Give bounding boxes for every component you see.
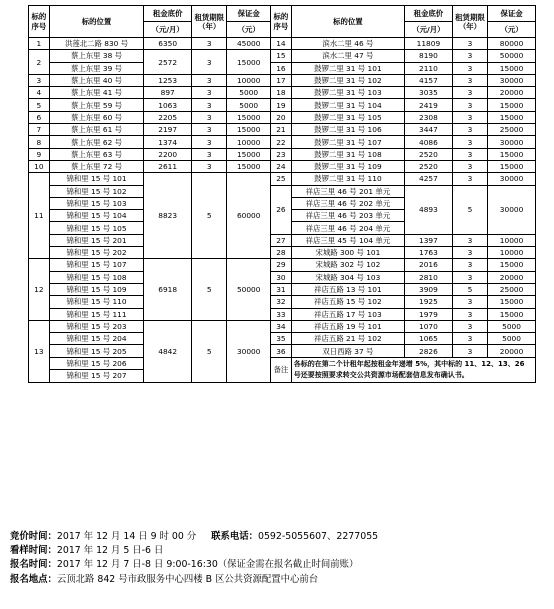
bid-time-line bbox=[10, 531, 378, 543]
lot-term: 3 bbox=[192, 50, 227, 75]
lot-rent: 8190 bbox=[405, 50, 453, 62]
lot-no: 9 bbox=[29, 148, 50, 160]
lot-rent: 4842 bbox=[144, 320, 192, 382]
lot-location: 祥店五路 13 号 101 bbox=[291, 283, 404, 295]
lot-location: 蔡上东里 61 号 bbox=[49, 124, 144, 136]
lot-no: 24 bbox=[271, 160, 292, 172]
lot-location: 鼓锣二里 31 号 106 bbox=[291, 124, 404, 136]
lot-deposit: 15000 bbox=[488, 148, 536, 160]
lot-deposit: 20000 bbox=[488, 345, 536, 357]
table-row bbox=[29, 333, 536, 345]
note-text: 各标的在第二个计租年起按租金年递增 5%，其中标的 11、12、13、26 号还要按照要求转交公共资源市场配套信息发布确认书。 bbox=[291, 357, 535, 382]
lot-no: 31 bbox=[271, 283, 292, 295]
header-deposit-unit: （元） bbox=[227, 22, 271, 38]
lot-term: 3 bbox=[452, 345, 487, 357]
lot-term: 3 bbox=[452, 173, 487, 185]
lot-no: 5 bbox=[29, 99, 50, 111]
signup-place-line bbox=[10, 574, 318, 586]
lot-rent: 1979 bbox=[405, 308, 453, 320]
table-row bbox=[29, 259, 536, 271]
lot-term: 3 bbox=[192, 38, 227, 50]
lot-deposit: 5000 bbox=[488, 333, 536, 345]
table-row bbox=[29, 87, 536, 99]
lot-location: 宋城路 300 号 101 bbox=[291, 247, 404, 259]
lot-term: 3 bbox=[192, 87, 227, 99]
lot-no: 23 bbox=[271, 148, 292, 160]
lot-term: 3 bbox=[192, 74, 227, 86]
table-row bbox=[29, 50, 536, 62]
header-deposit: 保证金 bbox=[227, 6, 271, 22]
lot-deposit: 15000 bbox=[488, 308, 536, 320]
lot-rent: 1063 bbox=[144, 99, 192, 111]
lot-rent: 4086 bbox=[405, 136, 453, 148]
lot-location: 锦和里 15 号 203 bbox=[49, 320, 144, 332]
table-row bbox=[29, 296, 536, 308]
header-no-2: 标的序号 bbox=[271, 6, 292, 38]
lot-rent: 2572 bbox=[144, 50, 192, 75]
lot-deposit: 30000 bbox=[227, 320, 271, 382]
viewing-time: 2017 年 12 月 5 日-6 日 bbox=[56, 545, 164, 556]
lot-location: 鼓锣二里 31 号 102 bbox=[291, 74, 404, 86]
lot-location: 祥店五路 15 号 102 bbox=[291, 296, 404, 308]
header-location-2: 标的位置 bbox=[291, 6, 404, 38]
table-row bbox=[29, 38, 536, 50]
lot-location: 锦和里 15 号 110 bbox=[49, 296, 144, 308]
lot-rent: 3909 bbox=[405, 283, 453, 295]
lot-deposit: 15000 bbox=[488, 111, 536, 123]
lot-location: 鼓锣二里 31 号 110 bbox=[291, 173, 404, 185]
table-row bbox=[29, 148, 536, 160]
lot-no: 14 bbox=[271, 38, 292, 50]
lot-no: 35 bbox=[271, 333, 292, 345]
lot-rent: 6918 bbox=[144, 259, 192, 320]
lot-no: 18 bbox=[271, 87, 292, 99]
lot-deposit: 45000 bbox=[227, 38, 271, 50]
signup-place: 云顶北路 842 号市政服务中心四楼 B 区公共资源配置中心前台 bbox=[56, 574, 319, 585]
lot-location: 锦和里 15 号 109 bbox=[49, 283, 144, 295]
lot-location: 锦和里 15 号 111 bbox=[49, 308, 144, 320]
header-term-unit: （年） bbox=[198, 21, 221, 31]
table-row bbox=[29, 62, 536, 74]
signup-place-label: 报名地点： bbox=[10, 574, 57, 585]
lot-rent: 2110 bbox=[405, 62, 453, 74]
bid-time-label: 竞价时间： bbox=[10, 531, 57, 542]
lot-no: 36 bbox=[271, 345, 292, 357]
header-term-unit-2: （年） bbox=[458, 21, 482, 31]
lot-location: 祥店三里 45 号 104 单元 bbox=[291, 234, 404, 246]
signup-time-label: 报名时间： bbox=[10, 559, 57, 570]
lot-rent: 4893 bbox=[405, 185, 453, 234]
lot-rent: 2826 bbox=[405, 345, 453, 357]
table-row bbox=[29, 173, 536, 185]
lot-location: 锦和里 15 号 107 bbox=[49, 259, 144, 271]
lot-no: 3 bbox=[29, 74, 50, 86]
lot-term: 3 bbox=[452, 50, 487, 62]
lot-location: 祥店五路 21 号 102 bbox=[291, 333, 404, 345]
lot-location: 锦和里 15 号 108 bbox=[49, 271, 144, 283]
lot-term: 5 bbox=[192, 320, 227, 382]
lot-location: 祥店三里 46 号 201 单元 bbox=[291, 185, 404, 197]
lot-rent: 1925 bbox=[405, 296, 453, 308]
lot-term: 3 bbox=[452, 38, 487, 50]
table-row bbox=[29, 124, 536, 136]
lot-term: 5 bbox=[452, 283, 487, 295]
lot-deposit: 15000 bbox=[227, 124, 271, 136]
signup-time: 2017 年 12 月 7 日-8 日 9:00-16:30（保证金需在报名截止时间前账） bbox=[56, 559, 359, 570]
lot-term: 3 bbox=[452, 320, 487, 332]
lot-deposit: 25000 bbox=[488, 124, 536, 136]
lot-location: 锦和里 15 号 205 bbox=[49, 345, 144, 357]
table-row bbox=[29, 74, 536, 86]
header-rent: 租金底价 bbox=[144, 6, 192, 22]
lot-no: 2 bbox=[29, 50, 50, 75]
lot-location: 蔡上东里 62 号 bbox=[49, 136, 144, 148]
lot-term: 3 bbox=[192, 111, 227, 123]
lot-location: 锦和里 15 号 204 bbox=[49, 333, 144, 345]
header-rent-2: 租金底价 bbox=[405, 6, 453, 22]
lot-location: 锦和里 15 号 207 bbox=[49, 370, 144, 383]
lot-rent: 2200 bbox=[144, 148, 192, 160]
lot-term: 3 bbox=[452, 148, 487, 160]
lot-deposit: 10000 bbox=[227, 136, 271, 148]
lot-deposit: 15000 bbox=[488, 296, 536, 308]
lot-deposit: 15000 bbox=[227, 50, 271, 75]
lot-deposit: 30000 bbox=[488, 173, 536, 185]
lot-no: 28 bbox=[271, 247, 292, 259]
lot-rent: 2308 bbox=[405, 111, 453, 123]
lot-deposit: 10000 bbox=[488, 234, 536, 246]
header-no: 标的序号 bbox=[29, 6, 50, 38]
lot-deposit: 5000 bbox=[227, 99, 271, 111]
lot-location: 祥店五路 17 号 103 bbox=[291, 308, 404, 320]
lot-no: 7 bbox=[29, 124, 50, 136]
lot-no: 16 bbox=[271, 62, 292, 74]
lot-term: 3 bbox=[452, 234, 487, 246]
lot-rent: 4257 bbox=[405, 173, 453, 185]
lot-location: 蔡上东里 60 号 bbox=[49, 111, 144, 123]
lot-rent: 6350 bbox=[144, 38, 192, 50]
header-deposit-unit-2: （元） bbox=[488, 22, 536, 38]
table-row bbox=[29, 136, 536, 148]
lot-term: 3 bbox=[452, 296, 487, 308]
lot-location: 锦和里 15 号 104 bbox=[49, 210, 144, 222]
lot-rent: 2611 bbox=[144, 160, 192, 172]
lot-location: 双日西路 37 号 bbox=[291, 345, 404, 357]
lot-deposit: 15000 bbox=[488, 99, 536, 111]
table-row bbox=[29, 345, 536, 357]
lot-term: 5 bbox=[452, 185, 487, 234]
lot-term: 3 bbox=[452, 333, 487, 345]
lot-term: 3 bbox=[452, 136, 487, 148]
lot-deposit: 15000 bbox=[227, 148, 271, 160]
lot-term: 3 bbox=[192, 160, 227, 172]
table-row bbox=[29, 271, 536, 283]
lot-deposit: 10000 bbox=[227, 74, 271, 86]
header-term-label-2: 租赁期限 bbox=[455, 12, 485, 22]
lot-deposit: 30000 bbox=[488, 74, 536, 86]
table-row bbox=[29, 283, 536, 295]
lot-location: 鼓锣二里 31 号 109 bbox=[291, 160, 404, 172]
lot-location: 洪莲北二路 830 号 bbox=[49, 38, 144, 50]
lot-location: 锦和里 15 号 206 bbox=[49, 357, 144, 370]
lot-location: 祥店三里 46 号 203 单元 bbox=[291, 210, 404, 222]
lot-deposit: 50000 bbox=[227, 259, 271, 320]
lot-rent: 2810 bbox=[405, 271, 453, 283]
lot-deposit: 20000 bbox=[488, 271, 536, 283]
table-row bbox=[29, 111, 536, 123]
header-term bbox=[192, 6, 227, 38]
lot-location: 锦和里 15 号 202 bbox=[49, 247, 144, 259]
lot-no: 8 bbox=[29, 136, 50, 148]
lot-term: 3 bbox=[452, 259, 487, 271]
lot-rent: 3035 bbox=[405, 87, 453, 99]
lot-rent: 1253 bbox=[144, 74, 192, 86]
table-row bbox=[29, 247, 536, 259]
lot-rent: 1070 bbox=[405, 320, 453, 332]
lot-rent: 2520 bbox=[405, 148, 453, 160]
lot-no: 1 bbox=[29, 38, 50, 50]
table-row bbox=[29, 234, 536, 246]
lot-rent: 4157 bbox=[405, 74, 453, 86]
table-row bbox=[29, 308, 536, 320]
lot-rent: 3447 bbox=[405, 124, 453, 136]
header-location: 标的位置 bbox=[49, 6, 144, 38]
lot-rent: 1374 bbox=[144, 136, 192, 148]
lot-rent: 1065 bbox=[405, 333, 453, 345]
lot-no: 30 bbox=[271, 271, 292, 283]
lot-location: 祥店五路 19 号 101 bbox=[291, 320, 404, 332]
header-deposit-2: 保证金 bbox=[488, 6, 536, 22]
lot-rent: 2197 bbox=[144, 124, 192, 136]
table-row bbox=[29, 357, 536, 370]
table-row bbox=[29, 320, 536, 332]
header-row bbox=[29, 6, 536, 22]
lot-location: 鼓锣二里 31 号 103 bbox=[291, 87, 404, 99]
lot-deposit: 80000 bbox=[488, 38, 536, 50]
lot-rent: 2419 bbox=[405, 99, 453, 111]
lot-no: 13 bbox=[29, 320, 50, 382]
viewing-label: 看样时间： bbox=[10, 545, 57, 556]
lot-no: 17 bbox=[271, 74, 292, 86]
lot-no: 34 bbox=[271, 320, 292, 332]
lot-term: 3 bbox=[452, 62, 487, 74]
contact-phone: 0592-5055607、2277055 bbox=[258, 531, 379, 542]
lot-term: 5 bbox=[192, 259, 227, 320]
lot-deposit: 15000 bbox=[488, 259, 536, 271]
lot-location: 蔡上东里 41 号 bbox=[49, 87, 144, 99]
lot-deposit: 10000 bbox=[488, 247, 536, 259]
lot-location: 鼓锣二里 31 号 104 bbox=[291, 99, 404, 111]
lot-location: 鼓锣二里 31 号 107 bbox=[291, 136, 404, 148]
lot-term: 3 bbox=[192, 136, 227, 148]
lot-table bbox=[28, 5, 536, 383]
lot-term: 3 bbox=[192, 124, 227, 136]
lot-no: 20 bbox=[271, 111, 292, 123]
contact-label: 联系电话： bbox=[211, 531, 258, 542]
lot-location: 锦和里 15 号 102 bbox=[49, 185, 144, 197]
lot-location: 鼓锣二里 31 号 101 bbox=[291, 62, 404, 74]
lot-location: 滨水二里 46 号 bbox=[291, 38, 404, 50]
lot-location: 蔡上东里 63 号 bbox=[49, 148, 144, 160]
lot-term: 3 bbox=[192, 99, 227, 111]
lot-no: 10 bbox=[29, 160, 50, 172]
lot-no: 4 bbox=[29, 87, 50, 99]
lot-location: 蔡上东里 40 号 bbox=[49, 74, 144, 86]
table-row bbox=[29, 99, 536, 111]
bid-time: 2017 年 12 月 14 日 9 时 00 分 bbox=[56, 531, 197, 542]
lot-location: 蔡上东里 59 号 bbox=[49, 99, 144, 111]
lot-no: 6 bbox=[29, 111, 50, 123]
lot-term: 3 bbox=[192, 148, 227, 160]
lot-location: 祥店三里 46 号 202 单元 bbox=[291, 197, 404, 209]
viewing-line bbox=[10, 545, 163, 557]
lot-location: 蔡上东里 39 号 bbox=[49, 62, 144, 74]
lot-deposit: 15000 bbox=[227, 111, 271, 123]
lot-location: 锦和里 15 号 105 bbox=[49, 222, 144, 234]
lot-location: 祥店三里 46 号 204 单元 bbox=[291, 222, 404, 234]
lot-no: 27 bbox=[271, 234, 292, 246]
lot-location: 宋城路 302 号 102 bbox=[291, 259, 404, 271]
lot-term: 5 bbox=[192, 173, 227, 259]
lot-no: 19 bbox=[271, 99, 292, 111]
lot-no: 22 bbox=[271, 136, 292, 148]
lot-no: 15 bbox=[271, 50, 292, 62]
lot-deposit: 5000 bbox=[488, 320, 536, 332]
lot-rent: 8823 bbox=[144, 173, 192, 259]
lot-location: 宋城路 304 号 103 bbox=[291, 271, 404, 283]
lot-term: 3 bbox=[452, 124, 487, 136]
lot-deposit: 15000 bbox=[488, 62, 536, 74]
lot-location: 鼓锣二里 31 号 108 bbox=[291, 148, 404, 160]
header-term-2 bbox=[452, 6, 487, 38]
lot-rent: 11809 bbox=[405, 38, 453, 50]
signup-time-line bbox=[10, 559, 358, 571]
lot-rent: 1763 bbox=[405, 247, 453, 259]
lot-deposit: 50000 bbox=[488, 50, 536, 62]
lot-location: 锦和里 15 号 201 bbox=[49, 234, 144, 246]
table-row bbox=[29, 185, 536, 197]
lot-no: 25 bbox=[271, 173, 292, 185]
table-row bbox=[29, 160, 536, 172]
lot-no: 32 bbox=[271, 296, 292, 308]
lot-no: 26 bbox=[271, 185, 292, 234]
lot-rent: 2520 bbox=[405, 160, 453, 172]
lot-rent: 2205 bbox=[144, 111, 192, 123]
lot-term: 3 bbox=[452, 99, 487, 111]
header-term-label: 租赁期限 bbox=[194, 12, 225, 22]
lot-location: 蔡上东里 38 号 bbox=[49, 50, 144, 62]
lot-location: 锦和里 15 号 103 bbox=[49, 197, 144, 209]
lot-term: 3 bbox=[452, 308, 487, 320]
lot-location: 蔡上东里 72 号 bbox=[49, 160, 144, 172]
lot-term: 3 bbox=[452, 247, 487, 259]
note-label: 备注 bbox=[271, 357, 292, 382]
lot-no: 12 bbox=[29, 259, 50, 320]
lot-location: 鼓锣二里 31 号 105 bbox=[291, 111, 404, 123]
lot-deposit: 15000 bbox=[488, 160, 536, 172]
lot-rent: 897 bbox=[144, 87, 192, 99]
lot-deposit: 5000 bbox=[227, 87, 271, 99]
lot-rent: 1397 bbox=[405, 234, 453, 246]
lot-term: 3 bbox=[452, 74, 487, 86]
lot-deposit: 25000 bbox=[488, 283, 536, 295]
lot-deposit: 30000 bbox=[488, 185, 536, 234]
lot-deposit: 15000 bbox=[227, 160, 271, 172]
lot-term: 3 bbox=[452, 271, 487, 283]
lot-location: 滨水二里 47 号 bbox=[291, 50, 404, 62]
lot-term: 3 bbox=[452, 111, 487, 123]
lot-deposit: 20000 bbox=[488, 87, 536, 99]
lot-location: 锦和里 15 号 101 bbox=[49, 173, 144, 185]
lot-term: 3 bbox=[452, 160, 487, 172]
lot-deposit: 60000 bbox=[227, 173, 271, 259]
lot-no: 33 bbox=[271, 308, 292, 320]
header-rent-unit-2: （元/月） bbox=[405, 22, 453, 38]
lot-term: 3 bbox=[452, 87, 487, 99]
lot-rent: 2016 bbox=[405, 259, 453, 271]
lot-no: 11 bbox=[29, 173, 50, 259]
lot-no: 29 bbox=[271, 259, 292, 271]
header-rent-unit: （元/月） bbox=[144, 22, 192, 38]
lot-no: 21 bbox=[271, 124, 292, 136]
lot-deposit: 30000 bbox=[488, 136, 536, 148]
